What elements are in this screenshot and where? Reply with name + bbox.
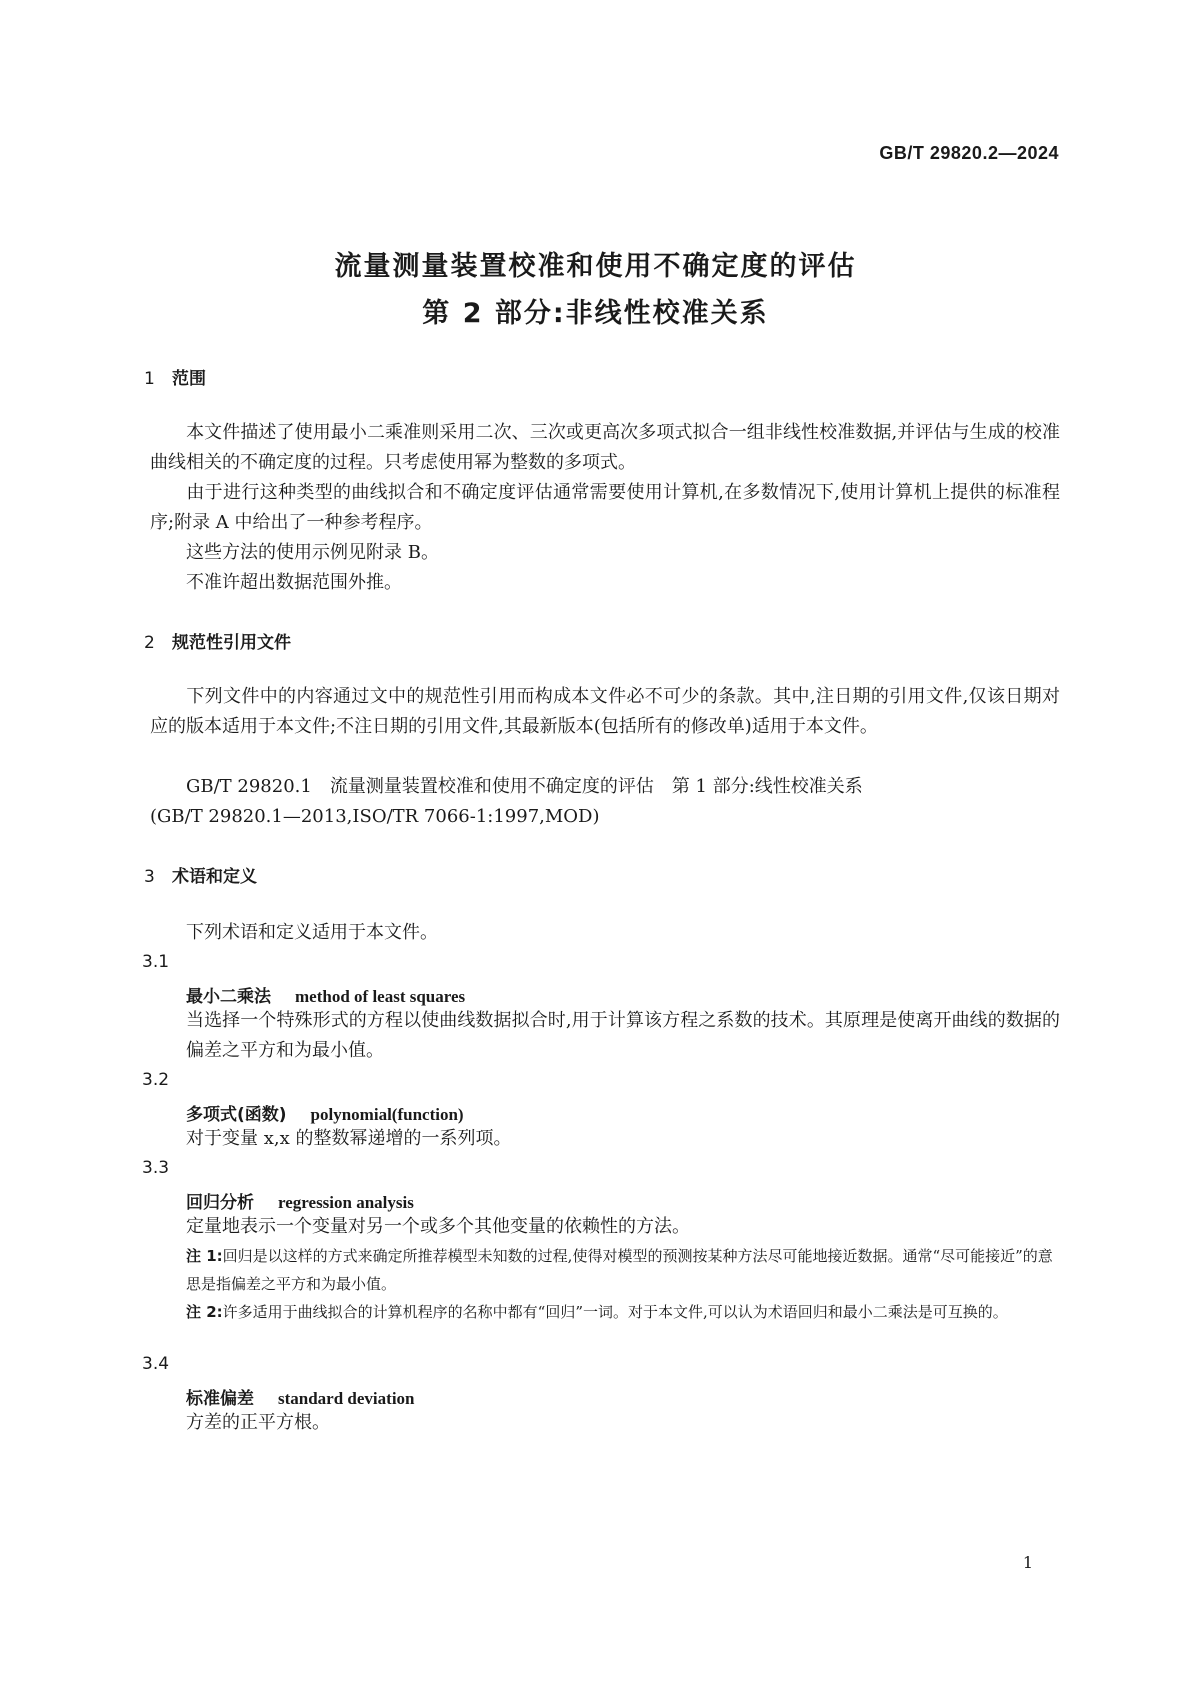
scope-paragraph-4	[150, 568, 1060, 598]
normative-reference-line-2: (GB/T 29820.1—2013,ISO/TR 7066-1:1997,MOD)	[150, 806, 600, 827]
paragraph-text: 由于进行这种类型的曲线拟合和不确定度评估通常需要使用计算机,在多数情况下,使用计算机上提供的标准程序;附录 A 中给出了一种参考程序。	[150, 482, 1060, 533]
term-zh: 回归分析	[186, 1193, 254, 1213]
normative-reference-line-1: GB/T 29820.1 流量测量装置校准和使用不确定度的评估 第 1 部分:线性校准关系	[186, 776, 863, 797]
scope-paragraph-1	[150, 418, 1060, 478]
section-number: 1	[144, 369, 155, 389]
document-title-line-1: 流量测量装置校准和使用不确定度的评估	[334, 251, 857, 282]
term-number: 3.2	[142, 1070, 170, 1090]
term-heading	[186, 1384, 415, 1409]
term-heading	[186, 1188, 414, 1213]
section-heading-normative-references	[144, 628, 291, 653]
section-number: 2	[144, 633, 155, 653]
section-number: 3	[144, 867, 155, 887]
term-note-2	[186, 1298, 1060, 1326]
term-heading	[186, 1100, 464, 1125]
term-number: 3.1	[142, 952, 170, 972]
term-en: regression analysis	[278, 1193, 414, 1212]
section-title: 范围	[172, 369, 206, 389]
note-label: 注 2:	[186, 1303, 223, 1321]
term-zh: 标准偏差	[186, 1389, 254, 1409]
page-number: 1	[1022, 1553, 1033, 1572]
term-heading	[186, 982, 465, 1007]
document-title-line-2: 第 2 部分:非线性校准关系	[422, 298, 769, 329]
scope-paragraph-2	[150, 478, 1060, 538]
term-definition: 当选择一个特殊形式的方程以使曲线数据拟合时,用于计算该方程之系数的技术。其原理是使离开曲线的数据的偏差之平方和为最小值。	[186, 1010, 1060, 1061]
section-heading-terms-definitions	[144, 862, 257, 887]
paragraph-text: 不准许超出数据范围外推。	[186, 572, 402, 593]
term-zh: 多项式(函数)	[186, 1105, 287, 1125]
section-title: 规范性引用文件	[172, 633, 291, 653]
paragraph-text: 这些方法的使用示例见附录 B。	[186, 542, 439, 563]
term-en: polynomial(function)	[310, 1105, 464, 1124]
term-number: 3.4	[142, 1354, 170, 1374]
note-label: 注 1:	[186, 1247, 223, 1265]
note-text: 许多适用于曲线拟合的计算机程序的名称中都有“回归”一词。对于本文件,可以认为术语回归和最小二乘法是可互换的。	[222, 1303, 1008, 1321]
term-number: 3.3	[142, 1158, 170, 1178]
term-definition: 方差的正平方根。	[186, 1412, 330, 1433]
term-en: standard deviation	[278, 1389, 415, 1408]
note-text: 回归是以这样的方式来确定所推荐模型未知数的过程,使得对模型的预测按某种方法尽可能地接近数据。通常“尽可能接近”的意思是指偏差之平方和为最小值。	[186, 1247, 1053, 1293]
standard-code: GB/T 29820.2—2024	[879, 143, 1059, 163]
paragraph-text: 下列术语和定义适用于本文件。	[186, 922, 438, 943]
section-title: 术语和定义	[172, 867, 257, 887]
term-zh: 最小二乘法	[186, 987, 271, 1007]
paragraph-text: 下列文件中的内容通过文中的规范性引用而构成本文件必不可少的条款。其中,注日期的引用文件,仅该日期对应的版本适用于本文件;不注日期的引用文件,其最新版本(包括所有的修改单)适用于本文件。	[150, 686, 1060, 737]
normative-paragraph	[150, 682, 1060, 742]
scope-paragraph-3	[150, 538, 1060, 568]
terms-intro	[150, 918, 1060, 948]
term-en: method of least squares	[295, 987, 466, 1006]
paragraph-text: 本文件描述了使用最小二乘准则采用二次、三次或更高次多项式拟合一组非线性校准数据,并评估与生成的校准曲线相关的不确定度的过程。只考虑使用幂为整数的多项式。	[150, 422, 1060, 473]
term-note-1	[186, 1242, 1060, 1298]
section-heading-scope	[144, 364, 206, 389]
term-definition: 对于变量 x,x 的整数幂递增的一系列项。	[186, 1128, 512, 1149]
term-definition: 定量地表示一个变量对另一个或多个其他变量的依赖性的方法。	[186, 1216, 690, 1237]
